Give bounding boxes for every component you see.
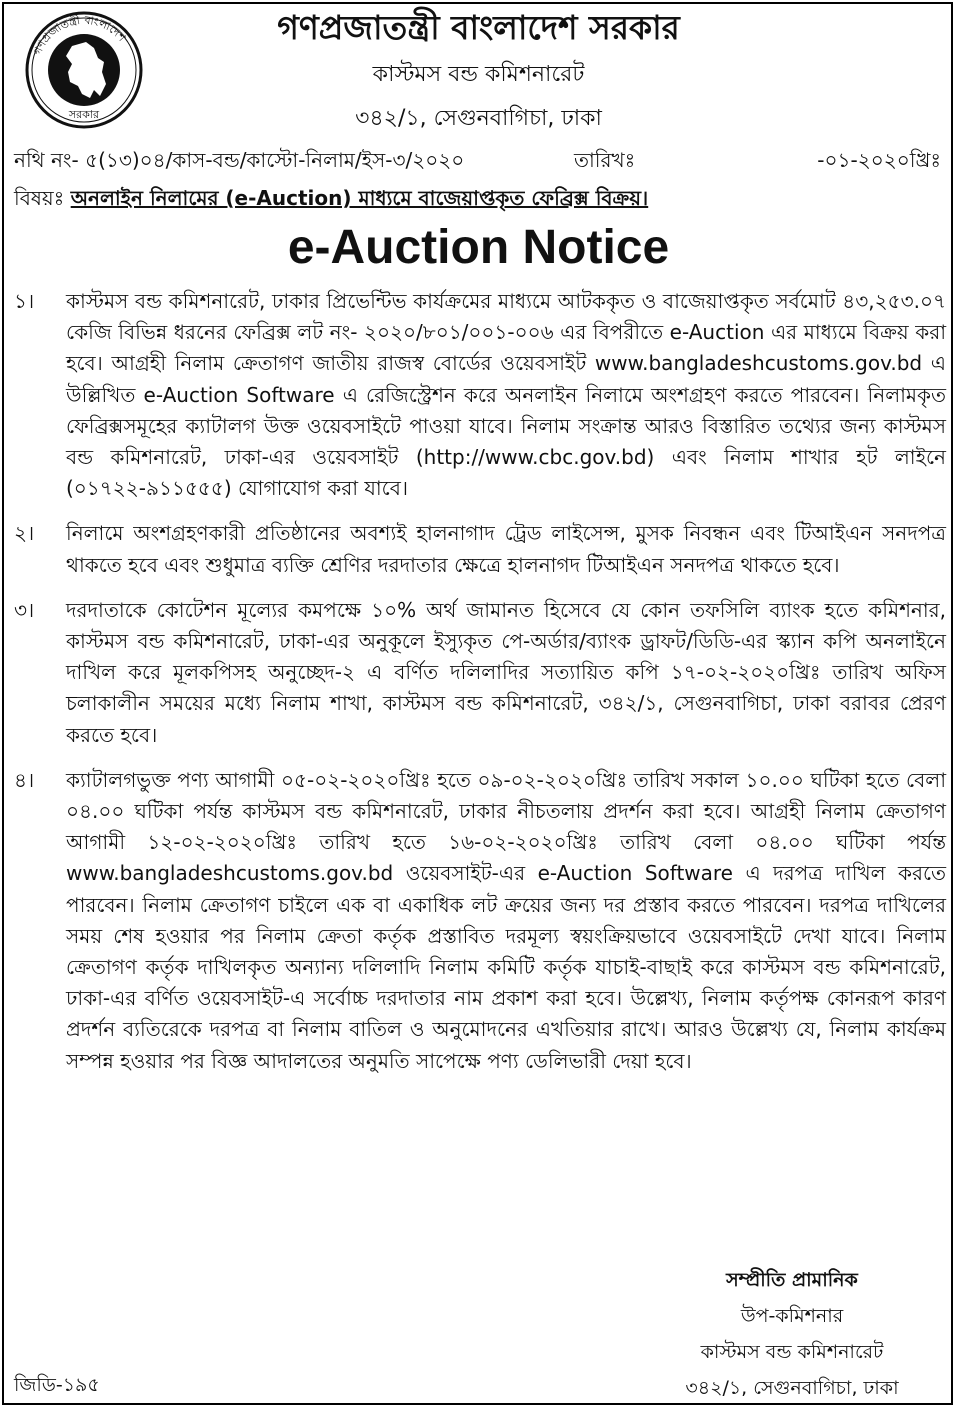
seal-bottom-text: সরকার xyxy=(68,108,100,121)
item-text: নিলামে অংশগ্রহণকারী প্রতিষ্ঠানের অবশ্যই হালনাগাদ ট্রেড লাইসেন্স, মুসক নিবন্ধন এবং টিআইএন সনদপত্র থাকতে হবে এবং শুধুমাত্র ব্যক্তি শ্রেণির দরদাতার ক্ষেত্রে হালনাগদ টিআইএন সনদপত্র থাকতে হবে। xyxy=(66,521,946,577)
memo-number: নথি নং- ৫(১৩)০৪/কাস-বন্ড/কাস্টো-নিলাম/ইস-৩/২০২০ xyxy=(14,148,465,172)
item-text: দরদাতাকে কোটেশন মূল্যের কমপক্ষে ১০% অর্থ জামানত হিসেবে যে কোন তফসিলি ব্যাংক হতে কমিশনার, কাস্টমস বন্ড কমিশনারেট, ঢাকা-এর অনুকূলে ইস্যুকৃত পে-অর্ডার/ব্যাংক ড্রাফট/ডিডি-এর স্ক্যান কপি অনলাইনে দাখিল করে মূলকপিসহ অনুচ্ছেদ-২ এ বর্ণিত দলিলাদির সত্যায়িত কপি ১৭-০২-২০২০খ্রিঃ তারিখ অফিস চলাকালীন সময়ের মধ্যে নিলাম শাখা, কাস্টমস বন্ড কমিশনারেট, ৩৪২/১, সেগুনবাগিচা, ঢাকা বরাবর প্রেরণ করতে হবে। xyxy=(66,597,946,747)
office-address: ৩৪২/১, সেগুনবাগিচা, ঢাকা xyxy=(355,106,602,131)
office-heading: কাস্টমস বন্ড কমিশনারেট xyxy=(372,62,585,87)
item-text: কাস্টমস বন্ড কমিশনারেট, ঢাকার প্রিভেন্টিভ কার্যক্রমের মাধ্যমে আটককৃত ও বাজেয়াপ্তকৃত সর্বমোট ৪৩,২৫৩.০৭ কেজি বিভিন্ন ধরনের ফেব্রিক্স লট নং- ২০২০/৮০১/০০১-০০৬ এর বিপরীতে e-Auction এর মাধ্যমে বিক্রয় করা হবে। আগ্রহী নিলাম ক্রেতাগণ জাতীয় রাজস্ব বোর্ডের ওয়েবসাইট www.bangladeshcustoms.gov.bd এ উল্লিখিত e-Auction Software এ রেজিস্ট্রেশন করে অনলাইন নিলামে অংশগ্রহণ করতে পারবেন। নিলামকৃত ফেব্রিক্সসমূহের ক্যাটালগ উক্ত ওয়েবসাইটে পাওয়া যাবে। নিলাম সংক্রান্ত আরও বিস্তারিত তথ্যের জন্য কাস্টমস বন্ড কমিশনারেট, ঢাকা-এর ওয়েবসাইট (http://www.cbc.gov.bd) এবং নিলাম শাখার হট লাইনে (০১৭২২-৯১১৫৫৫) যোগাযোগ করা যাবে। xyxy=(66,289,946,501)
signatory-address: ৩৪২/১, সেগুনবাগিচা, ঢাকা xyxy=(685,1377,899,1399)
footer-code: জিডি-১৯৫ xyxy=(14,1374,100,1396)
reference-row xyxy=(14,145,941,175)
signature-block xyxy=(627,1262,957,1406)
item-text: ক্যাটালগভুক্ত পণ্য আগামী ০৫-০২-২০২০খ্রিঃ হতে ০৯-০২-২০২০খ্রিঃ তারিখ সকাল ১০.০০ ঘটিকা হতে বেলা ০৪.০০ ঘটিকা পর্যন্ত কাস্টমস বন্ড কমিশনারেট, ঢাকার নীচতলায় প্রদর্শন করা হবে। আগ্রহী নিলাম ক্রেতাগণ আগামী ১২-০২-২০২০খ্রিঃ তারিখ হতে ১৬-০২-২০২০খ্রিঃ তারিখ বেলা ০৪.০০ ঘটিকা পর্যন্ত www.bangladeshcustoms.gov.bd ওয়েবসাইট-এর e-Auction Software এ দরপত্র দাখিল করতে পারবেন। নিলাম ক্রেতাগণ চাইলে এক বা একাধিক লট ক্রয়ের জন্য দর প্রস্তাব করতে পারবেন। দরপত্র দাখিলের সময় শেষ হওয়ার পর নিলাম ক্রেতা কর্তৃক প্রস্তাবিত দরমূল্য স্বয়ংক্রিয়ভাবে ওয়েবসাইটে দেখা যাবে। নিলাম ক্রেতাগণ কর্তৃক দাখিলকৃত অন্যান্য দলিলাদি নিলাম কমিটি কর্তৃক যাচাই-বাছাই করে কাস্টমস বন্ড কমিশনারেট, ঢাকা-এর বর্ণিত ওয়েবসাইট-এ সর্বোচ্চ দরদাতার নাম প্রকাশ করা হবে। উল্লেখ্য, নিলাম কর্তৃপক্ষ কোনরূপ কারণ প্রদর্শন ব্যতিরেকে দরপত্র বা নিলাম বাতিল ও অনুমোদনের এখতিয়ার রাখে। আরও উল্লেখ্য যে, নিলাম কার্যক্রম সম্পন্ন হওয়ার পর বিজ্ঞ আদালতের অনুমতি সাপেক্ষে পণ্য ডেলিভারী দেয়া হবে। xyxy=(66,767,946,1073)
notice-item-4 xyxy=(14,765,946,1077)
notice-items xyxy=(14,286,946,1091)
subject-line xyxy=(14,183,941,213)
date-label: তারিখঃ xyxy=(574,148,636,172)
item-number: ২। xyxy=(14,521,35,546)
notice-title: e-Auction Notice xyxy=(287,221,670,274)
subject-label: বিষয়ঃ xyxy=(14,186,65,210)
item-number: ৪। xyxy=(14,767,35,792)
notice-item-2 xyxy=(14,518,946,580)
subject-text: অনলাইন নিলামের (e-Auction) মাধ্যমে বাজেয়াপ্তকৃত ফেব্রিক্স বিক্রয়। xyxy=(70,186,649,210)
signatory-office: কাস্টমস বন্ড কমিশনারেট xyxy=(700,1341,884,1363)
signatory-name: সম্প্রীতি প্রামানিক xyxy=(726,1269,858,1291)
item-number: ৩। xyxy=(14,597,35,622)
item-number: ১। xyxy=(14,289,35,313)
notice-item-3 xyxy=(14,595,946,751)
government-heading: গণপ্রজাতন্ত্রী বাংলাদেশ সরকার xyxy=(277,8,680,47)
signatory-designation: উপ-কমিশনার xyxy=(740,1305,844,1327)
seal-ring-text: গণপ্রজাতন্ত্রী বাংলাদেশ xyxy=(30,13,129,57)
notice-item-1 xyxy=(14,286,946,504)
date-value: -০১-২০২০খ্রিঃ xyxy=(817,148,941,172)
